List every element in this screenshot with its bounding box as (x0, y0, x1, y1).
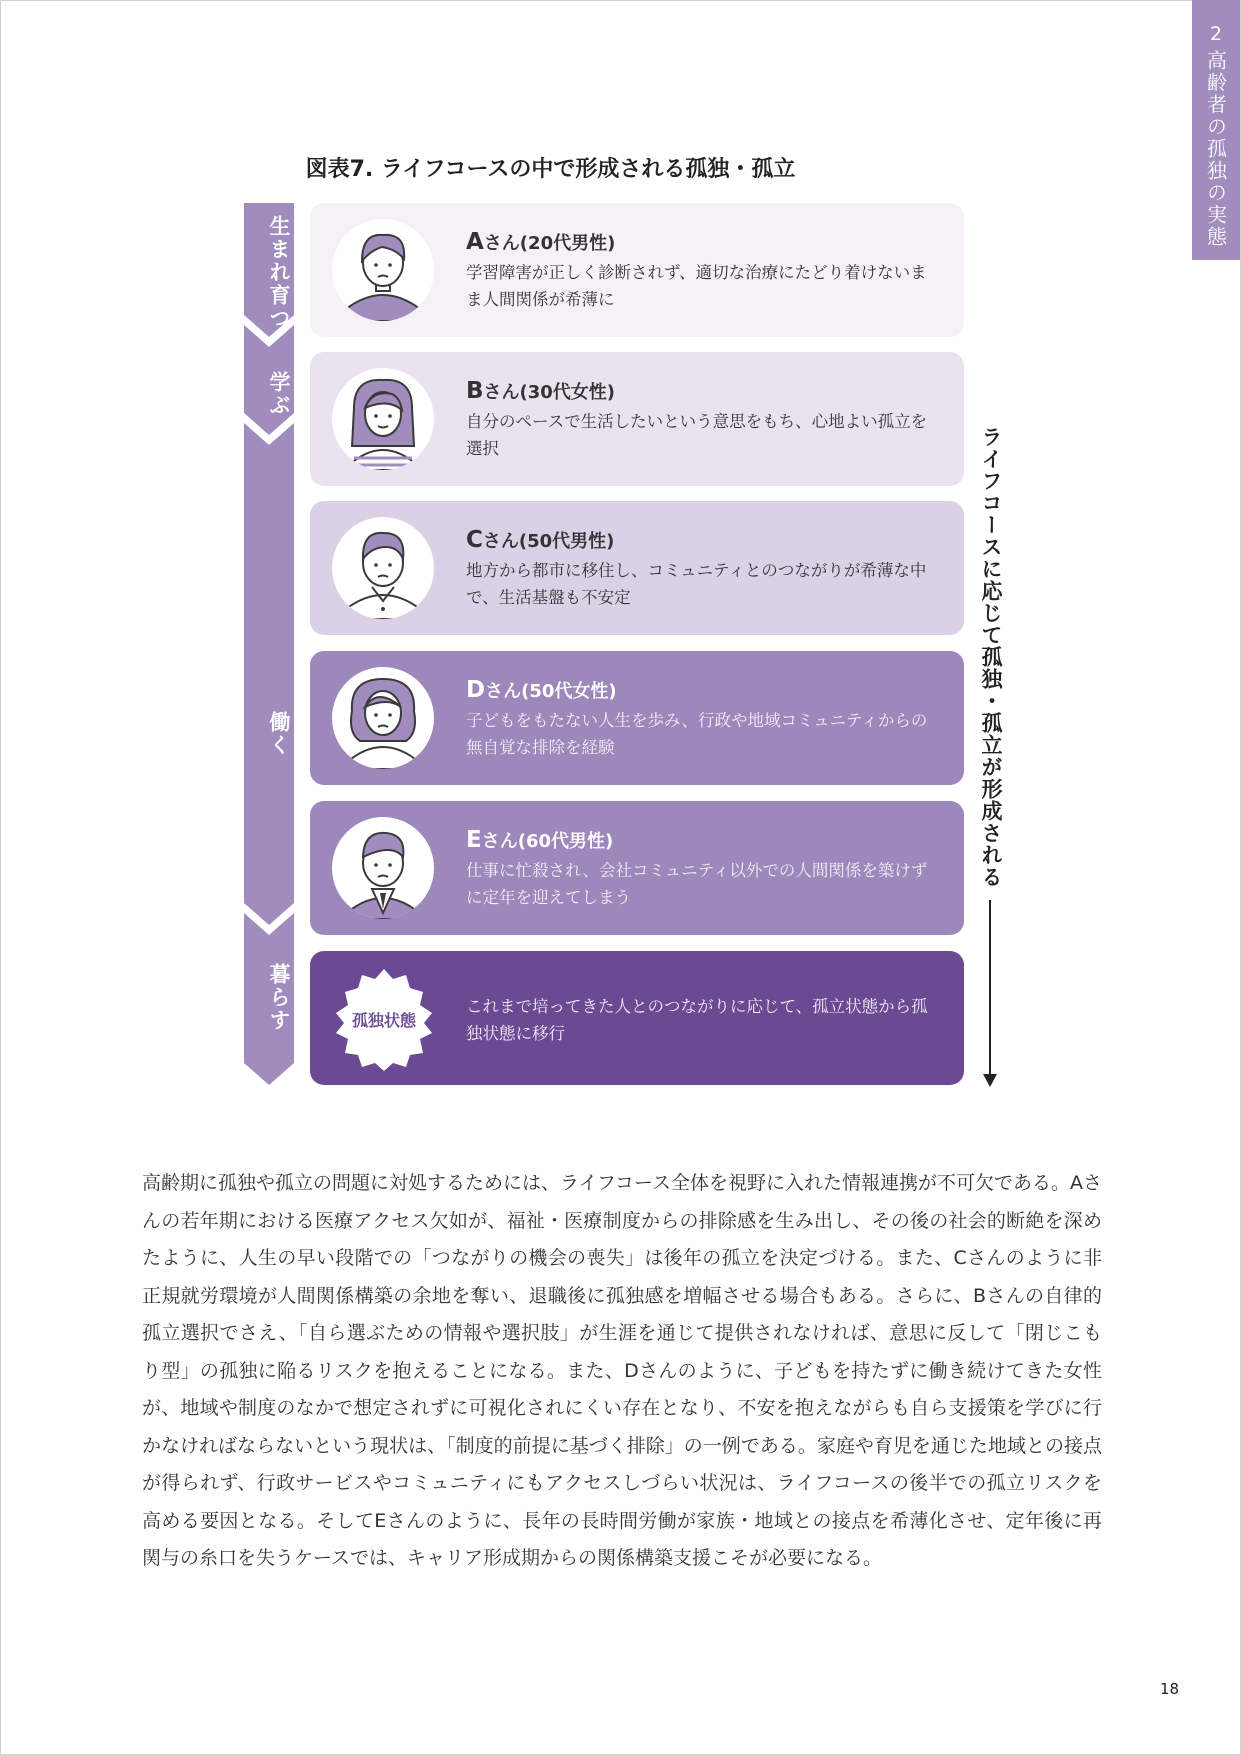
person-a-desc: 学習障害が正しく診断されず、適切な治療にたどり着けないまま人間関係が希薄に (466, 263, 927, 309)
stage-bar-shape (244, 203, 294, 1085)
person-c-name: Cさん(50代男性) (466, 527, 615, 553)
card-person-a (310, 203, 964, 337)
avatar-male-young-icon (332, 219, 434, 321)
card-person-e (310, 801, 964, 935)
body-paragraph: 高齢期に孤独や孤立の問題に対処するためには、ライフコース全体を視野に入れた情報連携が不可欠である。Aさんの若年期における医療アクセス欠如が、福祉・医療制度からの排除感を生み出し、その後の社会的断絶を深めたように、人生の早い段階での「つながりの機会の喪失」は後年の孤立を決定づける。また、Cさんのように非正規就労環境が人間関係構築の余地を奪い、退職後に孤独感を増幅させる場合もある。さらに、Bさんの自律的孤立選択でさえ、「自ら選ぶための情報や選択肢」が生涯を通じて提供されなければ、意思に反して「閉じこもり型」の孤独に陥るリスクを抱えることになる。また、Dさんのように、子どもを持たずに働き続けてきた女性が、地域や制度のなかで想定されずに可視化されにくい存在となり、不安を抱えながらも自ら支援策を学びに行かなければならないという現状は、「制度的前提に基づく排除」の一例である。家庭や育児を通じた地域との接点が得られず、行政サービスやコミュニティにもアクセスしづらい状況は、ライフコースの後半での孤立リスクを高める要因となる。そしてEさんのように、長年の長時間労働が家族・地域との接点を希薄化させ、定年後に再関与の糸口を失うケースでは、キャリア形成期からの関係構築支援こそが必要になる。 (142, 1172, 1102, 1569)
chapter-number: 2 (1209, 23, 1223, 45)
person-e-desc: 仕事に忙殺され、会社コミュニティ以外での人間関係を築けずに定年を迎えてしまう (466, 861, 928, 907)
isolation-desc: これまで培ってきた人とのつながりに応じて、孤立状態から孤独状態に移行 (466, 997, 928, 1043)
avatar-male-middle-icon (332, 517, 434, 619)
chapter-title: 高齢者の孤独の実態 (1203, 50, 1228, 248)
card-person-b (310, 352, 964, 486)
avatar-male-suit-icon (332, 817, 434, 919)
avatar-female-icon (332, 368, 434, 470)
page-number: 18 (1160, 1680, 1180, 1698)
stage-label-grow: 生まれ育つ (267, 215, 291, 330)
stage-bar (244, 203, 294, 1085)
person-d-name: Dさん(50代女性) (466, 677, 617, 703)
person-c-desc: 地方から都市に移住し、コミュニティとのつながりが希薄な中で、生活基盤も不安定 (466, 561, 927, 607)
avatar-female-middle-icon (332, 667, 434, 769)
stage-label-live: 暮らす (267, 963, 291, 1032)
stage-label-work: 働く (267, 711, 291, 757)
person-e-name: Eさん(60代男性) (466, 827, 614, 853)
figure-title: 図表7. ライフコースの中で形成される孤独・孤立 (305, 157, 796, 182)
figure-title-wrap (0, 152, 1241, 183)
card-person-c (310, 501, 964, 635)
person-b-name: Bさん(30代女性) (466, 378, 616, 404)
chapter-tab (1192, 0, 1240, 260)
person-d-desc: 子どもをもたない人生を歩み、行政や地域コミュニティからの無自覚な排除を経験 (466, 711, 928, 757)
stage-label-learn: 学ぶ (267, 371, 291, 417)
card-person-d (310, 651, 964, 785)
down-arrow-icon (981, 900, 999, 1088)
badge-label: 孤独状態 (351, 1010, 416, 1030)
person-b-desc: 自分のペースで生活したいという意思をもち、心地よい孤立を選択 (466, 412, 928, 458)
person-a-name: Aさん(20代男性) (466, 229, 616, 255)
side-label: ライフコースに応じて孤独・孤立が形成される (979, 426, 1003, 888)
card-isolation-state (310, 951, 964, 1085)
